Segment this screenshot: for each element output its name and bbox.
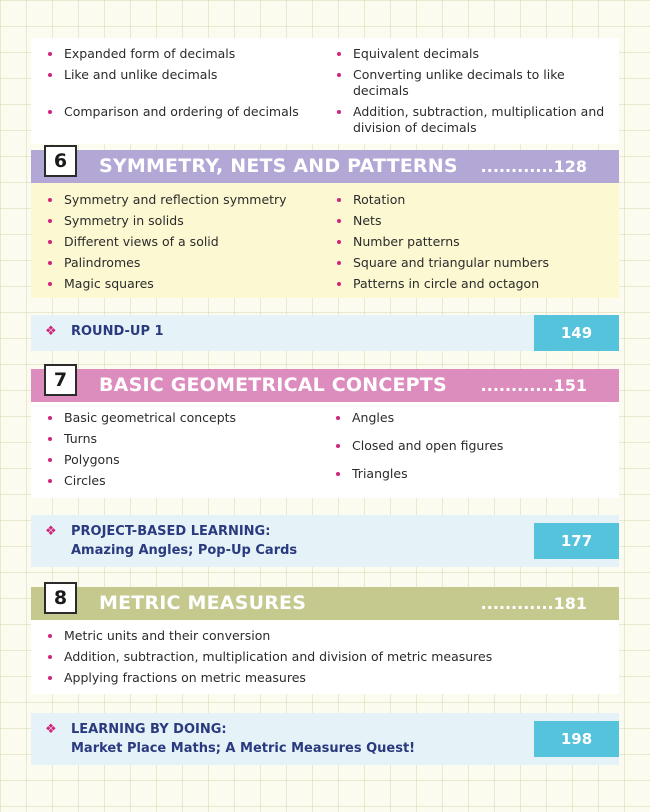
chapter-7-topics (31, 402, 619, 498)
chapter-7-header[interactable] (31, 369, 619, 402)
topic-list-left (31, 410, 315, 494)
chapter-8-topics (31, 620, 619, 694)
topic-list (31, 46, 619, 141)
list-item: Rotation (336, 192, 605, 208)
chapter-page-number: ............128 (480, 157, 587, 176)
chapter-title: BASIC GEOMETRICAL CONCEPTS (99, 374, 447, 396)
learning-label (71, 720, 415, 758)
list-item: Magic squares (47, 276, 316, 292)
chapter-number: 6 (44, 145, 77, 177)
learning-subtitle: Market Place Maths; A Metric Measures Quest! (71, 741, 416, 756)
list-item: Turns (47, 431, 301, 447)
round-up-page-number: 149 (534, 315, 619, 351)
round-up-label: ROUND-UP 1 (71, 324, 164, 339)
topic-list (31, 628, 619, 691)
list-item: Closed and open figures (335, 438, 605, 461)
diamond-bullet-icon: ❖ (45, 324, 57, 339)
list-item: Angles (335, 410, 605, 433)
project-label (71, 522, 297, 560)
list-item: Square and triangular numbers (336, 255, 605, 271)
list-item: Symmetry in solids (47, 213, 316, 229)
list-item: Applying fractions on metric measures (47, 670, 605, 686)
topic-list (31, 192, 619, 297)
list-item: Symmetry and reflection symmetry (47, 192, 316, 208)
chapter-6-header[interactable] (31, 150, 619, 183)
diamond-bullet-icon: ❖ (45, 722, 57, 737)
list-item: Addition, subtraction, multiplication and division of metric measures (47, 649, 605, 665)
list-item: Converting unlike decimals to like decimals (336, 67, 605, 99)
list-item: Like and unlike decimals (47, 67, 316, 99)
list-item: Comparison and ordering of decimals (47, 104, 316, 136)
chapter-page-number: ............151 (480, 376, 587, 395)
round-up-1-row[interactable] (31, 315, 619, 351)
list-item: Basic geometrical concepts (47, 410, 301, 426)
project-based-learning-row[interactable] (31, 515, 619, 567)
diamond-bullet-icon: ❖ (45, 524, 57, 539)
chapter-page-number: ............181 (480, 594, 587, 613)
list-item: Different views of a solid (47, 234, 316, 250)
chapter-title: METRIC MEASURES (99, 592, 307, 614)
list-item: Circles (47, 473, 301, 489)
project-subtitle: Amazing Angles; Pop-Up Cards (71, 543, 298, 558)
chapter5-topics (31, 38, 619, 144)
list-item: Polygons (47, 452, 301, 468)
topic-list-right (335, 410, 619, 494)
chapter-number: 7 (44, 364, 77, 396)
project-heading: PROJECT-BASED LEARNING: (71, 524, 271, 539)
list-item: Patterns in circle and octagon (336, 276, 605, 292)
list-item: Equivalent decimals (336, 46, 605, 62)
chapter-title: SYMMETRY, NETS AND PATTERNS (99, 155, 458, 177)
list-item: Palindromes (47, 255, 316, 271)
learning-by-doing-row[interactable] (31, 713, 619, 765)
list-item: Metric units and their conversion (47, 628, 605, 644)
chapter-8-header[interactable] (31, 587, 619, 620)
list-item: Expanded form of decimals (47, 46, 316, 62)
project-page-number: 177 (534, 523, 619, 559)
learning-heading: LEARNING BY DOING: (71, 722, 227, 737)
list-item: Number patterns (336, 234, 605, 250)
learning-page-number: 198 (534, 721, 619, 757)
list-item: Triangles (335, 466, 605, 489)
chapter-number: 8 (44, 582, 77, 614)
list-item: Addition, subtraction, multiplication and division of decimals (336, 104, 605, 136)
list-item: Nets (336, 213, 605, 229)
chapter-6-topics (31, 183, 619, 298)
